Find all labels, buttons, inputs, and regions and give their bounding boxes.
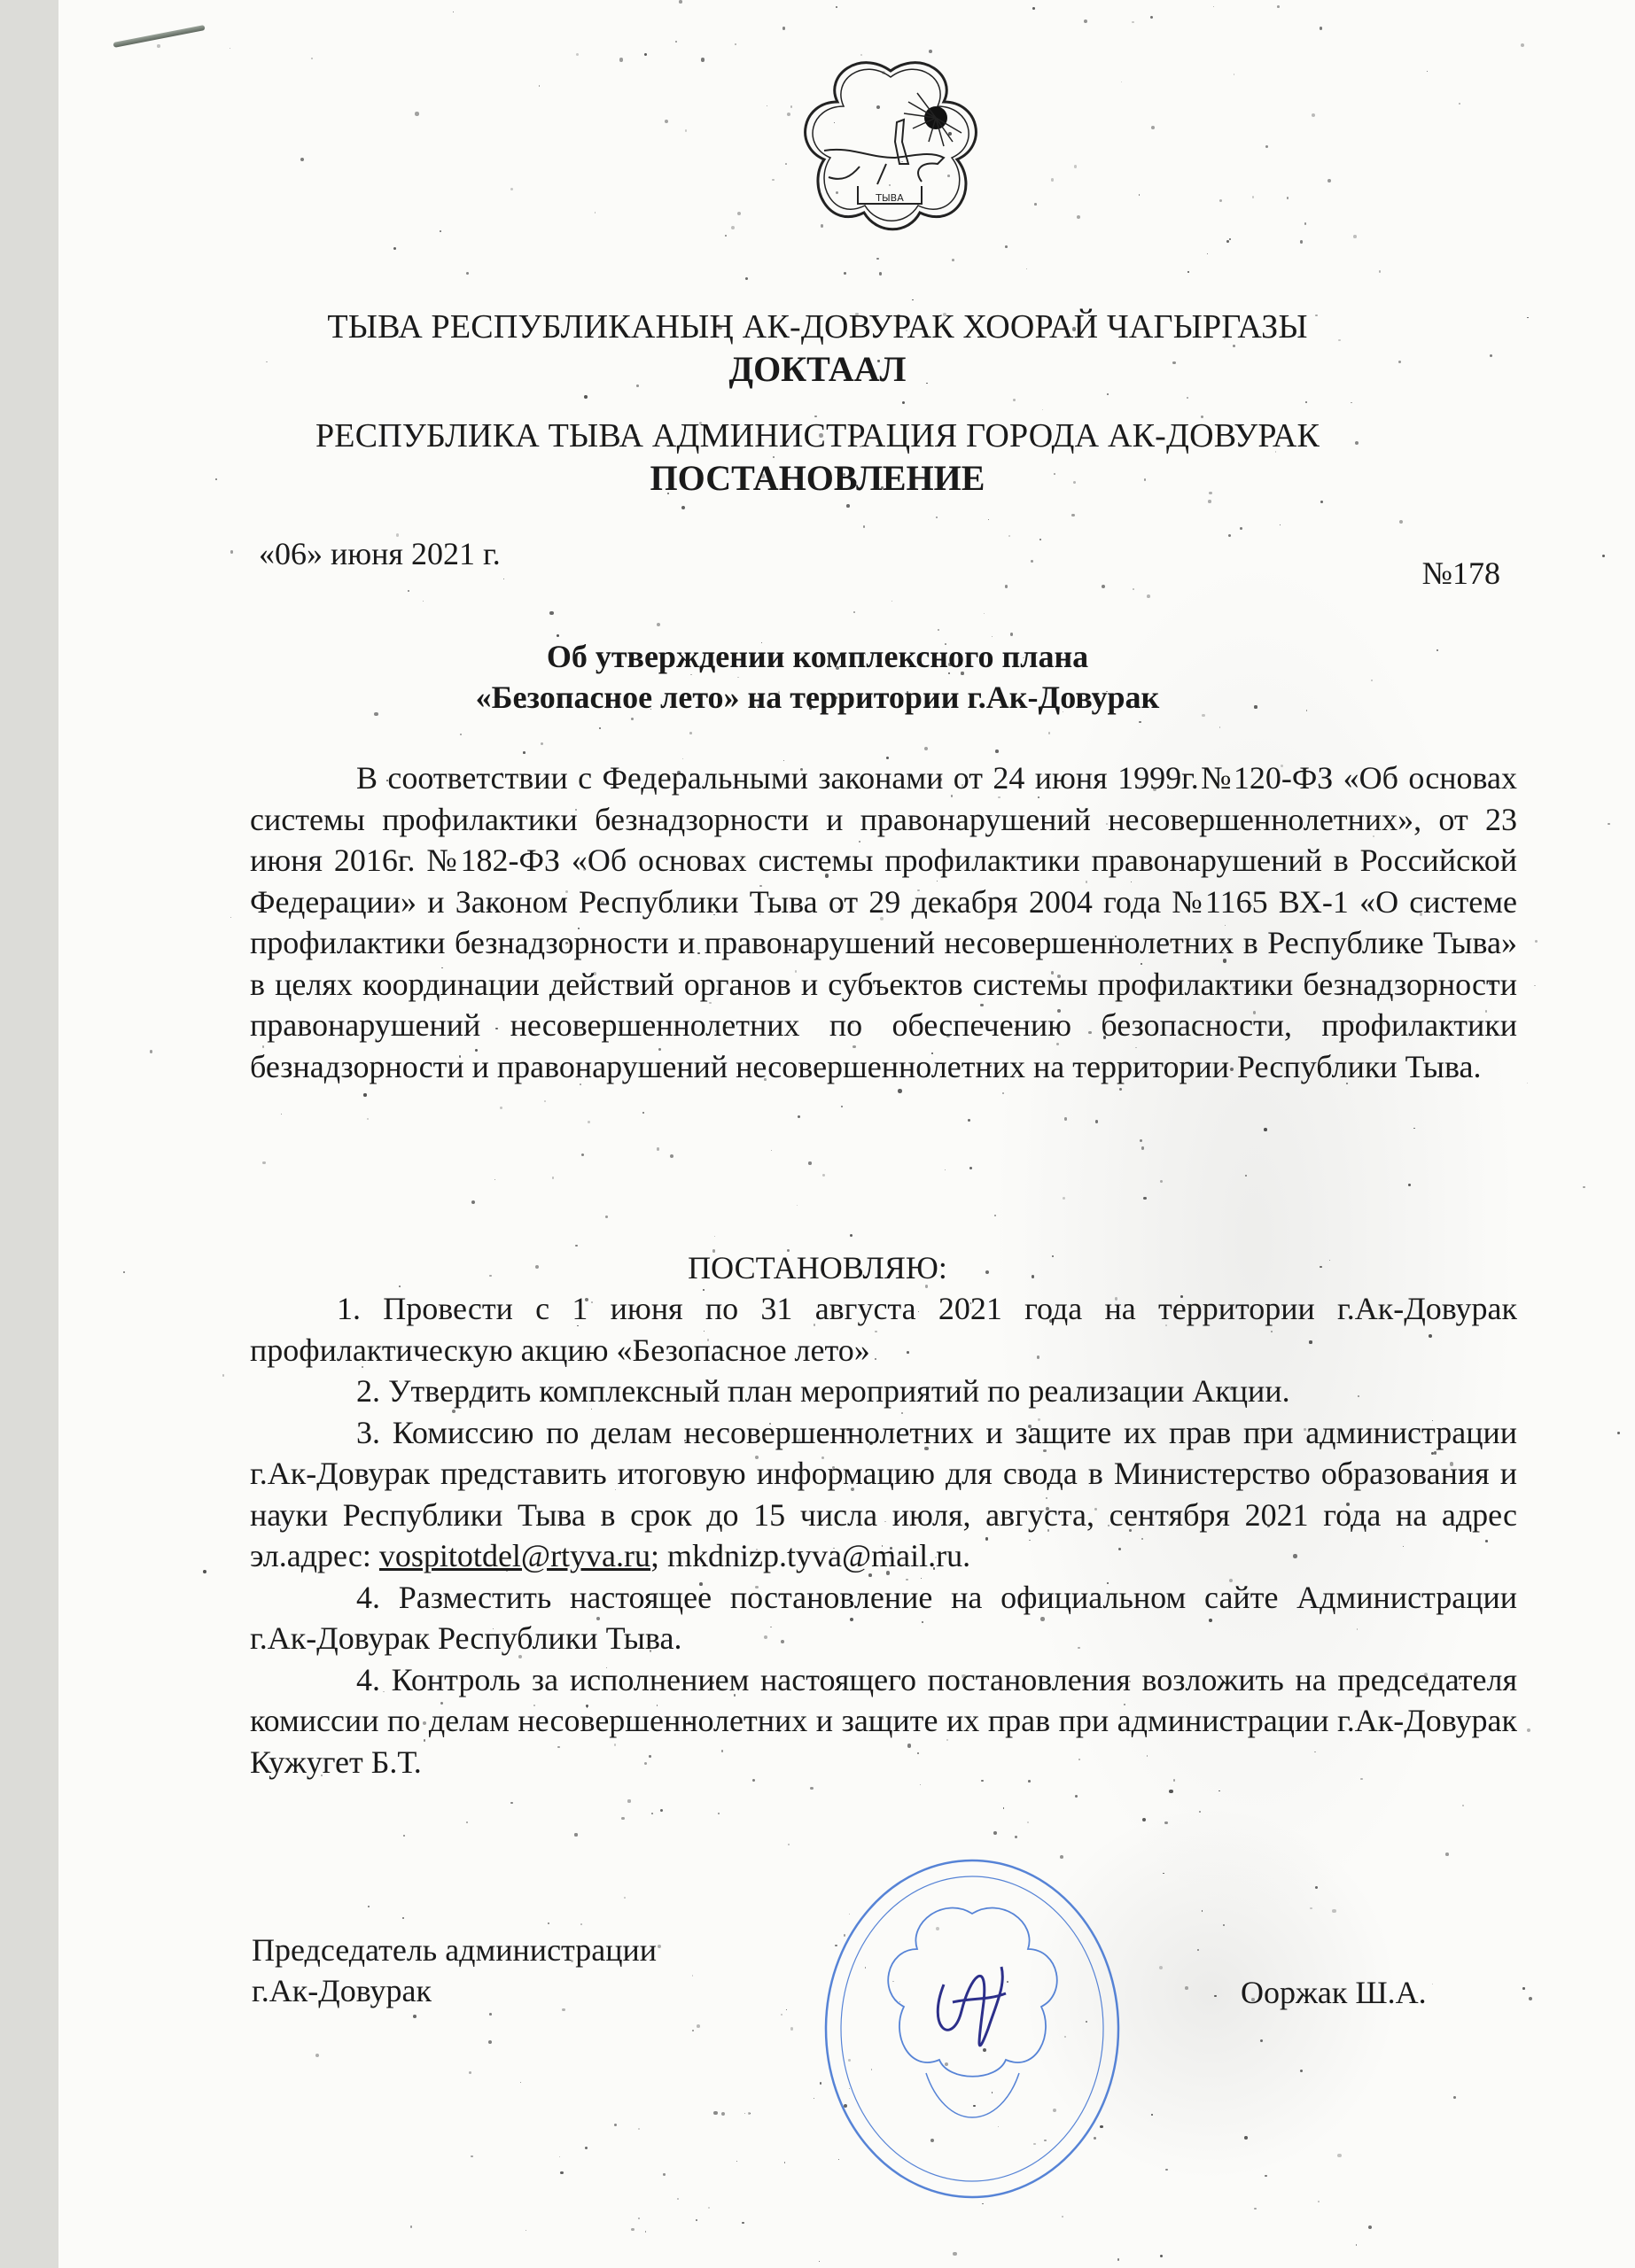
- scan-speck: [1165, 2169, 1168, 2171]
- scan-speck: [853, 611, 855, 613]
- scan-speck: [891, 601, 893, 602]
- scan-speck: [822, 1174, 825, 1177]
- scan-speck: [541, 742, 543, 745]
- scan-speck: [402, 1917, 404, 1919]
- scan-speck: [1140, 1139, 1142, 1142]
- scan-speck: [924, 747, 928, 750]
- scan-speck: [1048, 732, 1050, 734]
- scan-speck: [574, 1833, 577, 1836]
- scan-speck: [1535, 940, 1538, 943]
- scan-speck: [230, 550, 234, 554]
- scan-speck: [440, 230, 441, 232]
- scan-speck: [1084, 19, 1087, 23]
- scan-speck: [1132, 21, 1134, 24]
- scan-speck: [638, 2218, 640, 2219]
- scan-speck: [902, 401, 905, 404]
- scan-speck: [631, 2228, 635, 2232]
- scan-speck: [790, 2027, 794, 2031]
- scan-speck: [1002, 1092, 1004, 1094]
- scan-speck: [737, 212, 741, 215]
- signatory-name: Ооржак Ш.А.: [1241, 1975, 1427, 2010]
- period: .: [962, 1538, 971, 1573]
- scan-speck: [952, 259, 954, 261]
- scan-speck: [1005, 585, 1008, 587]
- scan-speck: [657, 1147, 659, 1150]
- scan-speck: [786, 2009, 787, 2010]
- scan-speck: [311, 58, 313, 59]
- scan-speck: [1310, 1907, 1312, 1909]
- scan-speck: [1187, 397, 1188, 399]
- document-title-line-2: «Безопасное лето» на территории г.Ак-Довурак: [475, 680, 1160, 715]
- scan-speck: [489, 2013, 492, 2016]
- scan-speck: [736, 2161, 737, 2162]
- scan-speck: [560, 2171, 563, 2174]
- scan-speck: [1042, 409, 1043, 410]
- scan-speck: [936, 517, 938, 518]
- scan-speck: [638, 2128, 640, 2130]
- scan-speck: [1527, 1083, 1528, 1084]
- scan-speck: [1445, 1852, 1449, 1856]
- scan-speck: [1003, 1807, 1005, 1809]
- scan-speck: [721, 2112, 725, 2116]
- scan-speck: [1026, 268, 1027, 269]
- scan-speck: [460, 734, 462, 735]
- scan-speck: [1199, 1811, 1201, 1813]
- signatory-position-line-1: Председатель администрации: [252, 1932, 657, 1968]
- scan-speck: [466, 272, 469, 275]
- scan-speck: [969, 1167, 972, 1169]
- scan-speck: [1147, 594, 1150, 598]
- scan-speck: [1318, 2201, 1320, 2202]
- scan-speck: [898, 1089, 901, 1092]
- scan-speck: [1159, 1966, 1163, 1969]
- scan-speck: [1264, 1128, 1267, 1131]
- scan-speck: [663, 2173, 665, 2175]
- scan-speck: [685, 129, 688, 132]
- scan-speck: [368, 1906, 370, 1907]
- scan-speck: [850, 1234, 853, 1238]
- scan-speck: [1008, 535, 1010, 537]
- scan-speck: [660, 1809, 663, 1812]
- scan-speck: [1013, 399, 1016, 401]
- scan-speck: [363, 1093, 366, 1096]
- scan-speck: [938, 629, 939, 631]
- scan-speck: [1315, 1886, 1318, 1889]
- scan-speck: [876, 258, 878, 260]
- scan-speck: [1164, 1821, 1168, 1825]
- scan-speck: [624, 1897, 626, 1899]
- scan-speck: [912, 299, 914, 301]
- scan-speck: [575, 1245, 578, 1247]
- scan-speck: [798, 1115, 800, 1118]
- scan-speck: [642, 1112, 644, 1114]
- scan-speck: [675, 41, 677, 43]
- scan-speck: [584, 395, 588, 399]
- scan-speck: [494, 1179, 495, 1180]
- scan-speck: [797, 1205, 798, 1206]
- scan-speck: [1102, 585, 1105, 588]
- scan-speck: [1320, 501, 1323, 503]
- scan-speck: [1143, 1197, 1147, 1200]
- scan-speck: [222, 1374, 224, 1376]
- scan-speck: [1300, 2070, 1303, 2072]
- decree-item-3: [250, 1412, 1517, 1577]
- signatory-position-line-2: г.Ак-Довурак: [252, 1973, 432, 2008]
- scan-speck: [920, 1784, 921, 1785]
- scan-speck: [1356, 2244, 1358, 2246]
- scan-speck: [1031, 560, 1033, 563]
- scan-speck: [846, 504, 850, 508]
- scan-speck: [1453, 2096, 1456, 2099]
- scan-speck: [819, 2261, 820, 2262]
- scan-speck: [1245, 1175, 1247, 1177]
- document-title-line-1: Об утверждении комплексного плана: [546, 639, 1089, 674]
- scan-speck: [696, 2219, 697, 2221]
- scan-speck: [1218, 1790, 1220, 1792]
- scan-speck: [627, 1799, 630, 1802]
- scan-speck: [281, 1114, 282, 1115]
- scan-speck: [1032, 7, 1035, 10]
- decree-item-2: 2. Утвердить комплексный план мероприятий по реализации Акции.: [356, 1373, 1290, 1409]
- scan-speck: [1280, 524, 1281, 526]
- scan-speck: [581, 1153, 584, 1156]
- scan-speck: [1413, 1128, 1415, 1130]
- scan-speck: [408, 590, 409, 592]
- scan-speck: [1527, 1728, 1530, 1732]
- scan-speck: [544, 1100, 546, 1102]
- scan-speck: [1139, 194, 1141, 196]
- scan-speck: [1062, 2216, 1063, 2218]
- scan-speck: [1107, 393, 1109, 395]
- scan-speck: [681, 506, 685, 509]
- scan-speck: [692, 1975, 693, 1976]
- scan-speck: [1254, 2208, 1256, 2210]
- scan-speck: [748, 2112, 751, 2115]
- scan-speck: [1277, 5, 1280, 8]
- scan-speck: [785, 163, 787, 165]
- scan-speck: [1617, 1432, 1620, 1434]
- scan-speck: [539, 85, 540, 86]
- decree-item-5: 4. Контроль за исполнением настоящего постановления возложить на председателя комиссии по делам несовершеннолетних и защите их прав при администрации г.Ак-Довурак Кужугет Б.Т.: [250, 1661, 1517, 1780]
- scan-speck: [1064, 1117, 1067, 1120]
- scan-speck: [1304, 222, 1307, 225]
- scan-speck: [203, 1570, 206, 1573]
- scan-speck: [945, 1169, 946, 1170]
- scan-speck: [300, 158, 304, 161]
- scan-speck: [782, 27, 786, 30]
- scan-speck: [788, 1844, 790, 1845]
- scan-speck: [1260, 2039, 1263, 2042]
- scan-speck: [1583, 1186, 1585, 1189]
- scan-speck: [1427, 71, 1428, 72]
- scan-speck: [1160, 1180, 1163, 1183]
- document-date: «06» июня 2021 г.: [259, 536, 501, 571]
- scan-speck: [697, 2024, 700, 2028]
- scan-speck: [993, 1831, 997, 1835]
- scan-speck: [230, 917, 231, 918]
- scan-speck: [262, 1161, 266, 1165]
- scan-speck: [1163, 1873, 1164, 1875]
- scan-speck: [1226, 240, 1229, 243]
- scan-speck: [677, 2198, 679, 2200]
- scan-speck: [1534, 985, 1535, 986]
- scan-speck: [836, 6, 837, 8]
- scan-speck: [1529, 1997, 1532, 2000]
- scan-speck: [1141, 1146, 1145, 1150]
- decree-items: [250, 1288, 1517, 1783]
- scan-speck: [1117, 2258, 1119, 2260]
- scan-speck: [1074, 165, 1077, 167]
- scan-speck: [1133, 588, 1134, 590]
- scan-speck: [994, 1215, 996, 1216]
- scan-speck: [588, 1121, 590, 1123]
- scan-speck: [1202, 1910, 1203, 1911]
- scan-speck: [1265, 145, 1268, 148]
- decree-item-4: 4. Разместить настоящее постановление на официальном сайте Администрации г.Ак-Довурак Республики Тыва.: [250, 1579, 1517, 1656]
- scan-speck: [523, 751, 526, 754]
- scan-speck: [1119, 1088, 1122, 1091]
- scan-speck: [745, 277, 748, 280]
- scan-speck: [1408, 1184, 1411, 1186]
- scan-speck: [488, 2040, 492, 2044]
- scan-speck: [1219, 199, 1222, 202]
- scan-speck: [1223, 1924, 1225, 1926]
- scan-speck: [771, 1150, 772, 1151]
- scan-speck: [1187, 271, 1188, 272]
- scan-speck: [1252, 196, 1254, 198]
- scan-speck: [1169, 1790, 1172, 1793]
- tuva-coat-of-arms-icon: [789, 53, 993, 239]
- scan-speck: [1034, 203, 1037, 206]
- scan-speck: [644, 53, 647, 56]
- scan-speck: [679, 0, 681, 3]
- decree-word: ПОСТАНОВЛЯЮ:: [688, 1250, 947, 1285]
- scan-speck: [1399, 520, 1403, 524]
- document-number: №178: [1421, 555, 1500, 591]
- separator: ;: [650, 1538, 668, 1573]
- scan-speck: [1521, 43, 1524, 47]
- scan-speck: [520, 2082, 521, 2083]
- scan-speck: [1150, 16, 1153, 19]
- scan-speck: [1244, 2136, 1248, 2140]
- scan-speck: [1213, 6, 1214, 7]
- scan-speck: [995, 750, 999, 753]
- scan-speck: [1462, 1805, 1464, 1806]
- scan-speck: [781, 2014, 783, 2016]
- scan-speck: [784, 2162, 785, 2163]
- scan-speck: [1063, 1197, 1065, 1200]
- scan-speck: [1077, 215, 1080, 219]
- scan-speck: [808, 1161, 811, 1164]
- scan-speck: [415, 112, 418, 115]
- scan-speck: [410, 2225, 413, 2228]
- scan-speck: [423, 601, 424, 602]
- scan-speck: [1332, 1909, 1335, 1913]
- scan-speck: [585, 2147, 588, 2149]
- scan-speck: [1027, 1821, 1029, 1823]
- scan-speck: [1312, 113, 1315, 117]
- header-russian-line: РЕСПУБЛИКА ТЫВА АДМИНИСТРАЦИЯ ГОРОДА АК-ДОВУРАК: [315, 417, 1320, 454]
- scan-speck: [621, 1817, 625, 1821]
- scan-speck: [651, 1813, 653, 1814]
- scan-speck: [619, 58, 623, 61]
- scan-speck: [1207, 253, 1208, 254]
- scan-speck: [1185, 1986, 1188, 1990]
- scan-speck: [1353, 235, 1357, 238]
- scan-speck: [665, 120, 668, 123]
- scan-speck: [471, 1200, 475, 1204]
- scan-speck: [595, 212, 596, 214]
- scan-speck: [1337, 2154, 1341, 2157]
- scan-speck: [157, 44, 160, 47]
- scan-speck: [1051, 178, 1054, 181]
- scan-speck: [1071, 514, 1074, 517]
- scan-speck: [403, 1835, 406, 1837]
- scan-speck: [413, 2015, 417, 2018]
- scan-speck: [1522, 1987, 1524, 1989]
- scan-speck: [1300, 240, 1303, 243]
- scan-speck: [657, 623, 660, 626]
- scan-speck: [844, 272, 846, 275]
- official-stamp-icon: [820, 1852, 1125, 2206]
- scan-speck: [1327, 179, 1331, 183]
- scan-speck: [1265, 2175, 1267, 2178]
- scan-speck: [1160, 2255, 1163, 2257]
- decree-item-3-text: 3. Комиссию по делам несовершеннолетних и защите их прав при администрации г.Ак-Довурак представить итоговую информацию для свода в Министерство образования и науки Республики Тыва в срок до 15 числа июля, августа, сентября 2021 года на адрес эл.адрес:: [250, 1414, 1517, 1573]
- scan-speck: [1379, 270, 1381, 272]
- scan-speck: [315, 2054, 319, 2057]
- scan-speck: [500, 1107, 502, 1109]
- scan-speck: [552, 1177, 555, 1179]
- scan-speck: [559, 2156, 561, 2158]
- scan-speck: [670, 1154, 673, 1158]
- scan-speck: [469, 2071, 471, 2074]
- scan-speck: [150, 1050, 153, 1053]
- scan-speck: [1602, 555, 1605, 557]
- scan-speck: [701, 58, 705, 61]
- scan-speck: [466, 1821, 469, 1824]
- scan-speck: [725, 235, 727, 237]
- scan-speck: [1608, 823, 1610, 826]
- scan-speck: [744, 2113, 745, 2114]
- scan-speck: [1219, 726, 1221, 728]
- emblem-label: ТЫВА: [876, 192, 904, 204]
- scan-speck: [718, 1813, 720, 1814]
- scan-speck: [1459, 103, 1461, 105]
- scan-speck: [1214, 1995, 1216, 1997]
- scan-speck: [713, 2111, 717, 2115]
- decree-item-1: 1. Провести с 1 июня по 31 августа 2021 года на территории г.Ак-Довурак профилактическую акцию «Безопасное лето»: [250, 1291, 1517, 1368]
- scan-speck: [988, 519, 989, 520]
- scan-speck: [742, 2222, 744, 2225]
- scan-speck: [810, 1787, 814, 1790]
- scan-speck: [1139, 721, 1141, 724]
- scan-speck: [984, 613, 985, 614]
- scan-speck: [1208, 500, 1211, 503]
- scan-speck: [689, 732, 692, 734]
- scan-speck: [393, 247, 396, 250]
- scan-speck: [658, 1945, 661, 1948]
- scan-speck: [1197, 1949, 1199, 1951]
- scan-speck: [645, 2231, 647, 2233]
- header-tuvan-line: ТЫВА РЕСПУБЛИКАНЫҢ АК-ДОВУРАК ХООРАЙ ЧАГЫРГАЗЫ: [327, 308, 1308, 346]
- scan-speck: [1005, 245, 1008, 248]
- scan-speck: [576, 53, 580, 57]
- signatory-position: [252, 1930, 657, 2011]
- scan-speck: [968, 1119, 970, 1122]
- scan-speck: [953, 2252, 956, 2256]
- scan-speck: [735, 43, 736, 45]
- header-russian-doc-type: ПОСТАНОВЛЕНИЕ: [650, 458, 985, 498]
- scan-speck: [1151, 126, 1155, 129]
- scan-speck: [1320, 27, 1323, 30]
- scan-speck: [1075, 1795, 1078, 1798]
- scan-speck: [1095, 1120, 1099, 1123]
- scan-speck: [367, 1118, 370, 1121]
- scan-speck: [580, 1923, 582, 1925]
- scan-speck: [863, 525, 865, 527]
- scan-speck: [471, 2155, 472, 2157]
- scan-speck: [1229, 238, 1231, 240]
- scan-speck: [1151, 2114, 1153, 2116]
- scan-speck: [1305, 401, 1307, 403]
- header-tuvan-doc-type: ДОКТААЛ: [728, 349, 907, 389]
- preamble: В соответствии с Федеральными законами от 24 июня 1999г.№120-ФЗ «Об основах системы профилактики безнадзорности и правонарушений несовершеннолетних», от 23 июня 2016г. №182-ФЗ «Об основах системы профилактики правонарушений в Российской Федерации» и Законом Республики Тыва от 29 декабря 2004 года №1165 ВХ-1 «О системе профилактики безнадзорности и правонарушений несовершеннолетних в Республике Тыва» в целях координации действий органов и субъектов системы профилактики безнадзорности правонарушений несовершеннолетних по обеспечению безопасности, профилактики безнадзорности и правонарушений несовершеннолетних на территории Республики Тыва.: [250, 760, 1517, 1084]
- scan-speck: [1228, 534, 1231, 537]
- scan-speck: [510, 1802, 512, 1804]
- scan-speck: [1142, 1818, 1146, 1821]
- email-link-vospitotdel[interactable]: vospitotdel@rtyva.ru: [378, 1538, 651, 1573]
- scan-speck: [731, 226, 735, 229]
- scan-speck: [1240, 527, 1242, 530]
- scan-speck: [708, 2207, 710, 2209]
- scan-speck: [510, 188, 513, 190]
- scan-speck: [1039, 539, 1041, 540]
- scan-speck: [772, 179, 775, 182]
- scan-speck: [549, 611, 553, 615]
- scan-speck: [692, 2030, 695, 2032]
- scan-speck: [841, 1106, 843, 1107]
- scan-speck: [599, 727, 601, 729]
- scan-speck: [1287, 197, 1289, 199]
- scan-speck: [714, 1236, 715, 1237]
- scan-speck: [1368, 2225, 1372, 2229]
- email-link-mkdnizp[interactable]: mkdnizp.tyva@mail.ru: [667, 1538, 963, 1573]
- scan-speck: [1015, 1836, 1016, 1837]
- scan-speck: [605, 1216, 608, 1218]
- scan-speck: [879, 272, 883, 276]
- scan-speck: [548, 1922, 549, 1924]
- scan-speck: [614, 2124, 617, 2126]
